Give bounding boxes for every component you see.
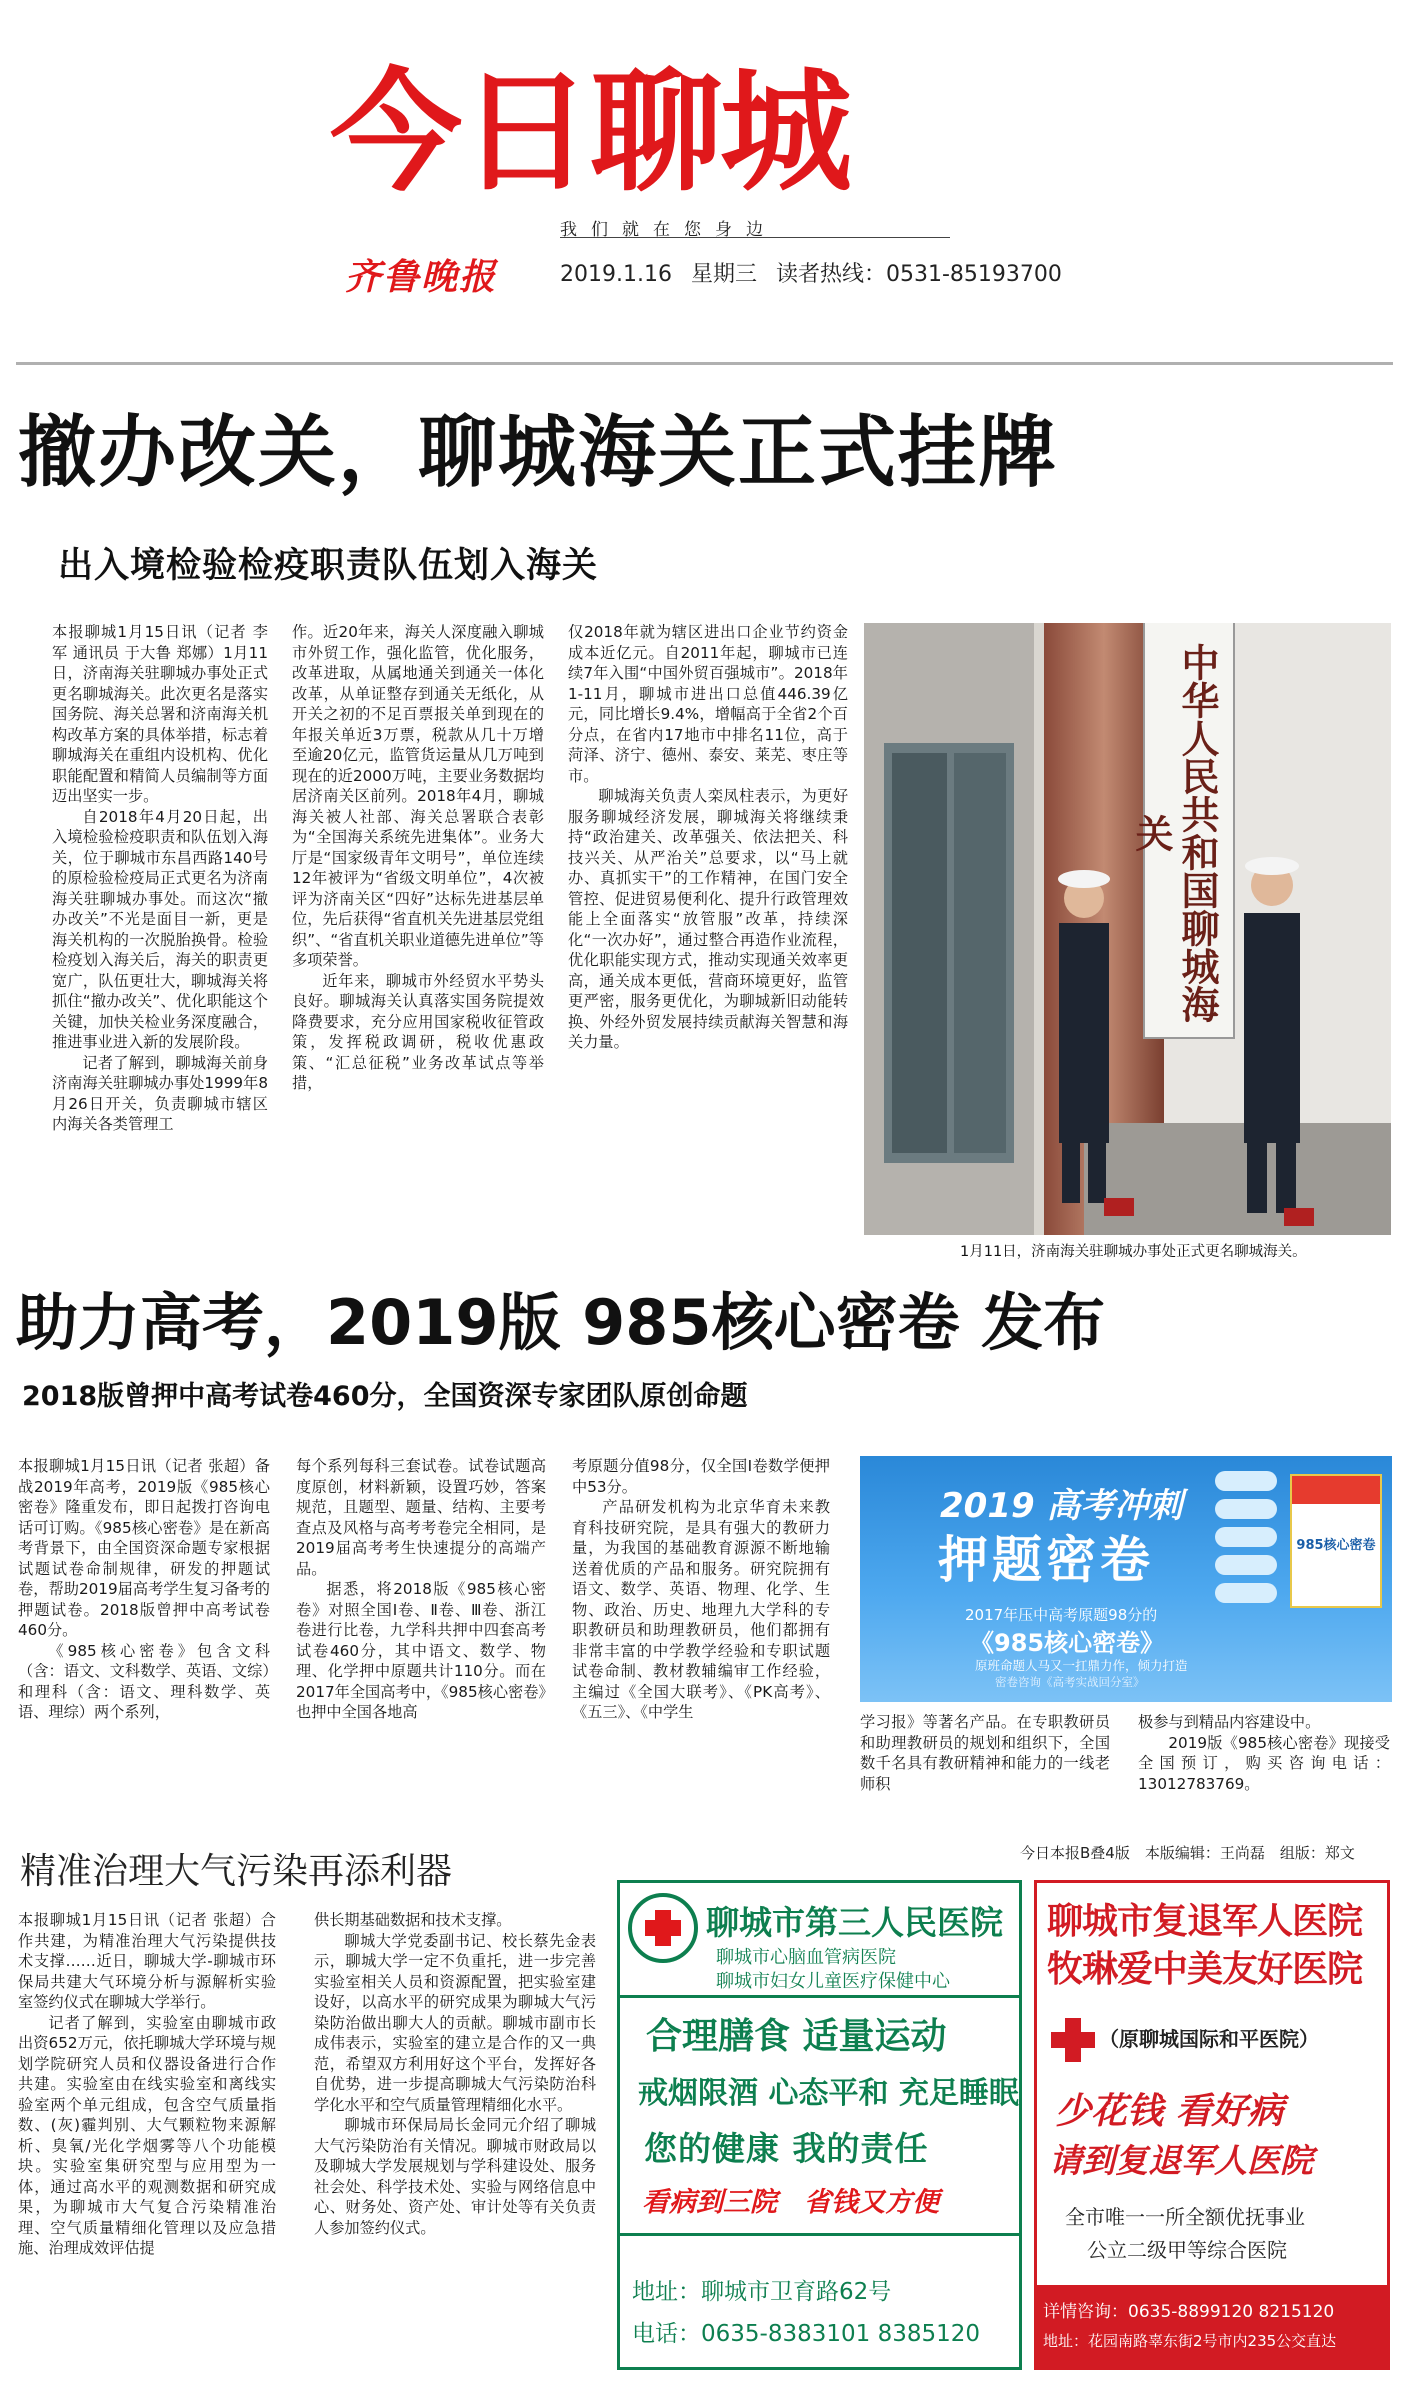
article3-headline: 精准治理大气污染再添利器 <box>20 1851 453 1892</box>
third-hospital-name: 聊城市第三人民医院 <box>706 1903 1003 1942</box>
exam-book-cover <box>1290 1474 1382 1608</box>
third-hospital-phone: 电话：0635-8383101 8385120 <box>632 2321 981 2347</box>
veteran-contact-band <box>1037 2285 1387 2367</box>
veteran-desc-2: 公立二级甲等综合医院 <box>1087 2238 1287 2262</box>
veteran-hospital-name-2: 牧琳爱中美友好医院 <box>1047 1949 1363 1990</box>
article2-column-3 <box>572 1456 830 1796</box>
ad-divider <box>620 1995 1020 1998</box>
hospital-cross-icon <box>1051 2018 1095 2062</box>
exam-feature-tags <box>1215 1471 1277 1621</box>
article2-paragraph: 产品研发机构为北京华育未来教育科技研究院，是具有强大的教研力量，为我国的基础教育源源不断地输送着优质的产品和服务。研究院拥有语文、数学、英语、物理、化学、生物、政治、历史、地理九大学科的专职教研员和助理教研员，他们都拥有非常丰富的中学教学经验和专职试题试卷命制、教材教辅编审工作经验，主编过《全国大联考》、《PK高考》、《五三》、《中学生 <box>572 1498 830 1721</box>
page-editors: 今日本报B叠4版 本版编辑：王尚磊 组版：郑文 <box>1020 1844 1355 1862</box>
article1-paragraph: 仅2018年就为辖区进出口企业节约资金成本近亿元。自2011年起，聊城市已连续7年入围“中国外贸百强城市”。2018年1-11月，聊城市进出口总值446.39亿元，同比增长9.4%，增幅高于全省2个百分点，在省内17地市中排名11位，高于菏泽、济宁、德州、泰安、莱芜、枣庄等市。 <box>568 623 848 785</box>
article2-paragraph: 2019版《985核心密卷》现接受全国预订，购买咨询电话：13012783769。 <box>1138 1733 1390 1793</box>
article2-paragraph: 极参与到精品内容建设中。 <box>1138 1713 1321 1731</box>
article2-column-1 <box>18 1456 270 1796</box>
exam-ad-line-1: 2017年压中高考原题98分的 <box>965 1606 1158 1624</box>
article2-headline: 助力高考，2019版 985核心密卷 发布 <box>16 1286 1106 1359</box>
article2-paragraph: 据悉，将2018版《985核心密卷》对照全国Ⅰ卷、Ⅱ卷、Ⅲ卷、浙江卷进行比卷，九学科共押中四套高考试卷460分，其中语文、数学、物理、化学押中原题共计110分。而在2017年全国高考中，《985核心密卷》也押中全国各地高 <box>296 1580 546 1721</box>
article3-column-1 <box>18 1910 276 2370</box>
article1-photo-caption: 1月11日，济南海关驻聊城办事处正式更名聊城海关。 <box>960 1244 1307 1260</box>
hospital-logo-icon <box>628 1893 698 1963</box>
dateline <box>560 257 1062 288</box>
article2-paragraph: 学习报》等著名产品。在专职教研员和助理教研员的规划和组织下，全国数千名具有教研精神和能力的一线老师积 <box>860 1713 1110 1793</box>
article1-paragraph: 聊城海关负责人栾凤柱表示，为更好服务聊城经济发展，聊城海关将继续秉持“政治建关、改革强关、依法把关、科技兴关、从严治关”总要求，以“马上就办、真抓实干”的工作精神，在国门安全管控、促进贸易便利化、提升行政管理效能上全面落实“放管服”改革，持续深化“一次办好”，通过整合再造作业流程，优化职能实现方式，推动实现通关效率更高，通关成本更低，营商环境更好，监管更严密，服务更优化，为聊城新旧动能转换、外经外贸发展持续贡献海关智慧和海关力量。 <box>568 787 848 1051</box>
health-slogan-3: 您的健康 我的责任 <box>644 2129 929 2168</box>
issue-date: 2019.1.16 <box>560 262 672 287</box>
third-hospital-sub2: 聊城市妇女儿童医疗保健中心 <box>716 1971 950 1992</box>
article3-paragraph: 供长期基础数据和技术支撑。 <box>314 1911 512 1929</box>
article1-column-2 <box>292 622 544 1232</box>
article1-paragraph: 记者了解到，聊城海关前身济南海关驻聊城办事处1999年8月26日开关，负责聊城市辖区内海关各类管理工 <box>52 1053 268 1133</box>
article2-column-4 <box>860 1712 1110 1800</box>
article2-paragraph: 《985核心密卷》包含文科（含：语文、文科数学、英语、文综）和理科（含：语文、理科数学、英语、理综）两个系列， <box>18 1641 270 1721</box>
customs-building-illustration <box>864 623 1391 1235</box>
customs-sign-text: 中华人民共和国聊城海关 <box>1129 643 1220 1023</box>
exam-ad-title-2: 押题密卷 <box>938 1531 1154 1589</box>
article1-photo <box>864 623 1391 1235</box>
article1-paragraph: 作。近20年来，海关人深度融入聊城市外贸工作，强化监管，优化服务，改革进取，从属地通关到通关一体化改革，从单证整存到通关无纸化，从开关之初的不足百票报关单到现在的年报关单近3万票，税款从几十万增至逾20亿元，监管货运量从几万吨到现在的近2000万吨，主要业务数据均居济南关区前列。2018年4月，聊城海关被人社部、海关总署联合表彰为“全国海关系统先进集体”。业务大厅是“国家级青年文明号”，单位连续12年被评为“省级文明单位”，4次被评为济南关区“四好”达标先进基层单位，先后获得“省直机关先进基层党组织”、“省直机关职业道德先进单位”等多项荣誉。 <box>292 623 544 969</box>
slogan-divider <box>560 237 950 238</box>
article1-column-3 <box>568 622 848 1232</box>
veteran-hospital-former: （原聊城国际和平医院） <box>1099 2027 1319 2051</box>
article1-subhead: 出入境检验检疫职责队伍划入海关 <box>58 546 599 586</box>
exam-ad-line-3: 原班命题人马又一扛鼎力作，倾力打造 <box>975 1658 1188 1673</box>
article2-paragraph: 考原题分值98分，仅全国Ⅰ卷数学便押中53分。 <box>572 1457 830 1496</box>
article3-paragraph: 聊城大学党委副书记、校长蔡先金表示，聊城大学一定不负重托，进一步完善实验室相关人员和资源配置，把实验室建设好，以高水平的研究成果为聊城大气污染防治做出聊大人的贡献。聊城市副市长成伟表示，实验室的建立是合作的又一典范，希望双方利用好这个平台，发挥好各自优势，进一步提高聊城大气污染防治科学化水平和空气质量管理精细化水平。 <box>314 1931 596 2114</box>
veteran-slogan-2: 请到复退军人医院 <box>1049 2141 1313 2180</box>
veteran-consult-phone: 详情咨询：0635-8899120 8215120 <box>1043 2302 1335 2322</box>
veteran-address: 地址：花园南路辜东街2号市内235公交直达 <box>1043 2332 1337 2350</box>
veteran-desc-1: 全市唯一一所全额优抚事业 <box>1065 2205 1305 2229</box>
health-slogan-4: 看病到三院 省钱又方便 <box>642 2187 939 2218</box>
article3-paragraph: 本报聊城1月15日讯（记者 张超）合作共建，为精准治理大气污染提供技术支撑……近日，聊城大学-聊城市环保局共建大气环境分析与源解析实验室签约仪式在聊城大学举行。 <box>18 1911 276 2011</box>
exam-ad-line-4: 密卷咨询《高考实战回分室》 <box>995 1675 1145 1689</box>
third-hospital-sub1: 聊城市心脑血管病医院 <box>716 1947 896 1968</box>
article2-column-5 <box>1138 1712 1390 1800</box>
health-slogan-2: 戒烟限酒 心态平和 充足睡眠 <box>638 2076 1019 2111</box>
article1-column-1 <box>52 622 268 1232</box>
health-slogan-1: 合理膳食 适量运动 <box>646 2016 947 2057</box>
veteran-hospital-ad <box>1034 1880 1390 2370</box>
masthead-rule <box>16 362 1393 365</box>
article3-paragraph: 记者了解到，实验室由聊城市政出资652万元，依托聊城大学环境与规划学院研究人员和仪器设备进行合作共建。实验室由在线实验室和离线实验室两个单元组成，包含空气质量指数、(灰)霾判别、大气颗粒物来源解析、臭氧/光化学烟雾等八个功能模块。实验室集研究型与应用型为一体，通过高水平的观测数据和研究成果，为聊城市大气复合污染精准治理、空气质量精细化管理以及应急措施、治理成效评估提 <box>18 2013 276 2257</box>
ad-divider <box>620 2233 1020 2236</box>
article2-paragraph: 本报聊城1月15日讯（记者 张超）备战2019年高考，2019版《985核心密卷》隆重发布，即日起拨打咨询电话可订购。《985核心密卷》是在新高考背景下，由全国资深命题专家根据试题试卷命制规律，研发的押题试卷，帮助2019届高考学生复习备考的押题试卷。2018版曾押中高考试卷460分。 <box>18 1457 270 1639</box>
exam-ad-line-2: 《985核心密卷》 <box>970 1629 1165 1657</box>
article2-column-2 <box>296 1456 546 1796</box>
article1-paragraph: 自2018年4月20日起，出入境检验检疫职责和队伍划入海关，位于聊城市东昌西路140号的原检验检疫局正式更名为济南海关驻聊城办事处。而这次“撤办改关”不光是面目一新，更是海关机构的一次脱胎换骨。检验检疫划入海关后，海关的职责更宽广，队伍更壮大，聊城海关将抓住“撤办改关”、优化职能这个关键，加快关检业务深度融合，推进事业进入新的发展阶段。 <box>52 807 268 1051</box>
exam-paper-ad <box>860 1456 1392 1702</box>
third-hospital-ad <box>617 1880 1022 2370</box>
masthead-title: 今日聊城 <box>330 56 850 210</box>
veteran-hospital-name-1: 聊城市复退军人医院 <box>1047 1901 1363 1942</box>
article1-headline: 撤办改关，聊城海关正式挂牌 <box>18 408 1059 498</box>
article1-paragraph: 近年来，聊城市外经贸水平势头良好。聊城海关认真落实国务院提效降费要求，充分应用国家税收征管政策，发挥税政调研，税收优惠政策、“汇总征税”业务改革试点等举措， <box>292 971 544 1092</box>
article2-paragraph: 每个系列每科三套试卷。试卷试题高度原创，材料新颖，设置巧妙，答案规范，且题型、题量、结构、主要考查点及风格与高考考卷完全相同，是2019届高考考生快速提分的高端产品。 <box>296 1457 546 1578</box>
reader-hotline: 读者热线：0531-85193700 <box>775 262 1062 287</box>
masthead-slogan: 我们就在您身边 <box>560 220 777 240</box>
article3-column-2 <box>314 1910 596 2370</box>
exam-book-title: 985核心密卷 <box>1296 1538 1376 1553</box>
issue-weekday: 星期三 <box>690 262 757 287</box>
exam-ad-title-1: 2019 高考冲刺 <box>940 1486 1183 1526</box>
article3-paragraph: 聊城市环保局局长金同元介绍了聊城大气污染防治有关情况。聊城市财政局以及聊城大学发展规划与学科建设处、服务社会处、科学技术处、实验与网络信息中心、财务处、资产处、审计处等有关负责人参加签约仪式。 <box>314 2116 596 2237</box>
article2-subhead: 2018版曾押中高考试卷460分，全国资深专家团队原创命题 <box>22 1381 748 1412</box>
third-hospital-address: 地址：聊城市卫育路62号 <box>632 2279 892 2305</box>
article1-paragraph: 本报聊城1月15日讯（记者 李军 通讯员 于大鲁 郑娜）1月11日，济南海关驻聊城办事处正式更名聊城海关。此次更名是落实国务院、海关总署和济南海关机构改革方案的具体举措，标志着聊城海关在重组内设机构、优化职能配置和精简人员编制等方面迈出坚实一步。 <box>52 623 268 805</box>
veteran-slogan-1: 少花钱 看好病 <box>1055 2091 1284 2132</box>
newspaper-brand: 齐鲁晚报 <box>345 256 498 298</box>
